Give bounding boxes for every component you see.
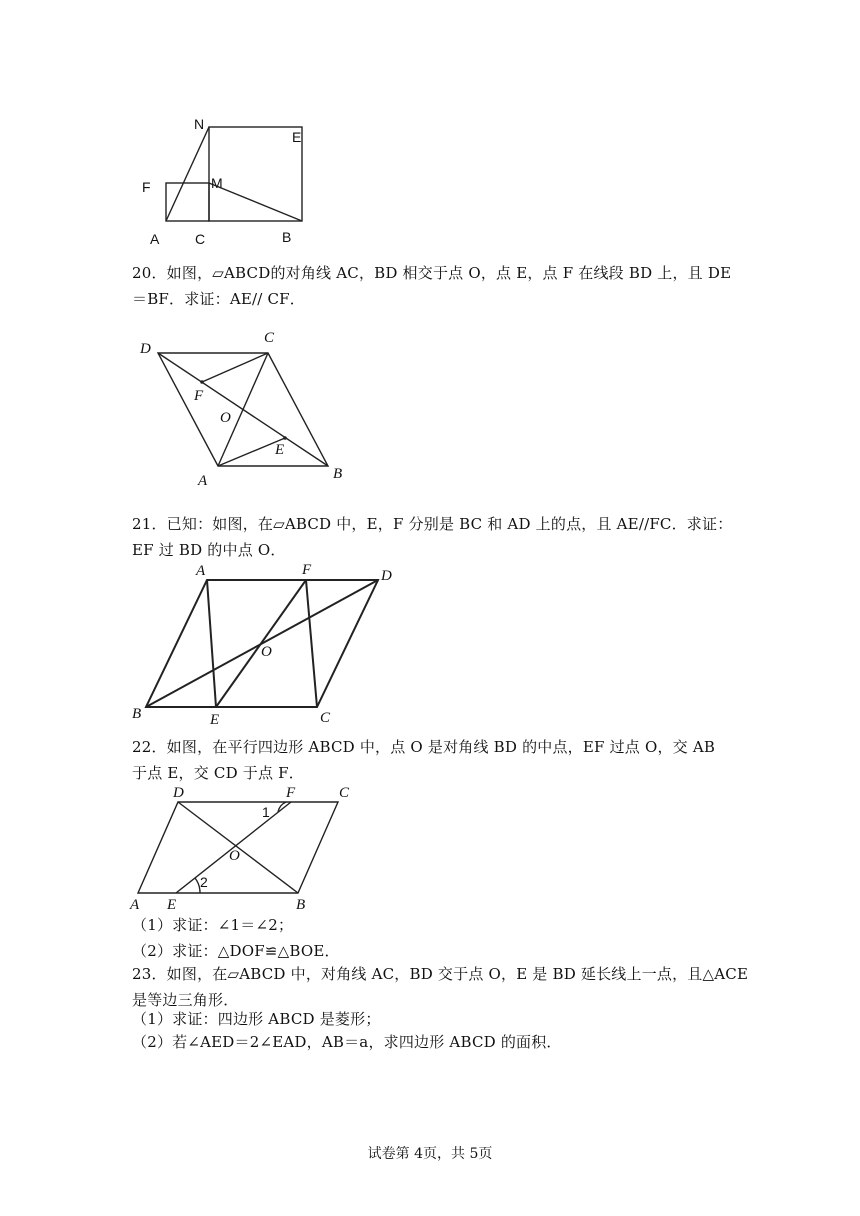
- segment-AN: [166, 127, 209, 221]
- label-C: C: [320, 710, 331, 726]
- q22-part1: （1）求证：∠1＝∠2；: [132, 916, 294, 934]
- label-D: D: [173, 785, 184, 801]
- label-F: F: [142, 179, 151, 195]
- label-O: O: [220, 410, 231, 426]
- figure-q22-svg: [130, 782, 370, 912]
- label-D: D: [381, 568, 392, 584]
- label-E: E: [167, 897, 177, 913]
- segment-CF: [202, 353, 268, 382]
- label-O: O: [229, 848, 240, 864]
- figure-q19: [130, 112, 320, 252]
- q22-text-line2: 于点 E，交 CD 于点 F．: [132, 764, 304, 782]
- q21-text-line1: 21．已知：如图，在▱ABCD 中，E，F 分别是 BC 和 AD 上的点，且 AE//FC．求证：: [132, 515, 733, 533]
- square-large: [209, 127, 302, 221]
- q21-text-line2: EF 过 BD 的中点 O．: [132, 541, 286, 559]
- q22-part2: （2）求证：△DOF≌△BOE．: [132, 942, 340, 960]
- label-E: E: [292, 129, 302, 145]
- label-A: A: [130, 897, 140, 913]
- figure-q20-svg: [130, 325, 360, 490]
- segment-MB: [209, 183, 302, 221]
- label-F: F: [302, 562, 312, 578]
- label-B: B: [333, 466, 343, 482]
- label-C: C: [195, 231, 206, 247]
- label-B: B: [296, 897, 306, 913]
- label-F: F: [286, 785, 296, 801]
- label-E: E: [210, 712, 220, 728]
- point-E: [283, 436, 287, 440]
- label-N: N: [194, 116, 205, 132]
- q23-part1: （1）求证：四边形 ABCD 是菱形；: [132, 1010, 381, 1028]
- segment-AE: [207, 580, 216, 707]
- label-M: M: [211, 175, 223, 191]
- label-C: C: [264, 330, 275, 346]
- label-B: B: [132, 706, 142, 722]
- label-D: D: [140, 341, 151, 357]
- figure-q20: [130, 325, 360, 490]
- label-E: E: [275, 442, 285, 458]
- segment-FC: [306, 580, 317, 707]
- q20-text-line2: ＝BF．求证：AE// CF．: [132, 290, 305, 308]
- figure-q21: [130, 562, 400, 727]
- q23-text-line1: 23．如图，在▱ABCD 中，对角线 AC，BD 交于点 O，E 是 BD 延长线上一点，且△ACE: [132, 965, 749, 983]
- label-F: F: [194, 388, 204, 404]
- label-angle-2: 2: [200, 874, 208, 890]
- label-angle-1: 1: [262, 804, 270, 820]
- page-footer: 试卷第 4页，共 5页: [367, 1146, 493, 1162]
- square-small: [166, 183, 209, 221]
- q23-part2: （2）若∠AED＝2∠EAD，AB＝a，求四边形 ABCD 的面积．: [132, 1033, 562, 1051]
- label-A: A: [198, 473, 208, 489]
- q20-text-line1: 20．如图，▱ABCD的对角线 AC，BD 相交于点 O，点 E，点 F 在线段 BD 上，且 DE: [132, 264, 732, 282]
- figure-q19-svg: [130, 112, 320, 252]
- figure-q22: [130, 782, 370, 912]
- label-O: O: [261, 644, 272, 660]
- q22-text-line1: 22．如图，在平行四边形 ABCD 中，点 O 是对角线 BD 的中点，EF 过点 O，交 AB: [132, 738, 716, 756]
- label-C: C: [339, 785, 350, 801]
- label-A: A: [196, 563, 206, 579]
- q23-text-line2: 是等边三角形．: [132, 991, 239, 1009]
- label-A: A: [150, 231, 160, 247]
- point-F: [200, 380, 204, 384]
- figure-q21-svg: [130, 562, 400, 727]
- label-B: B: [282, 229, 292, 245]
